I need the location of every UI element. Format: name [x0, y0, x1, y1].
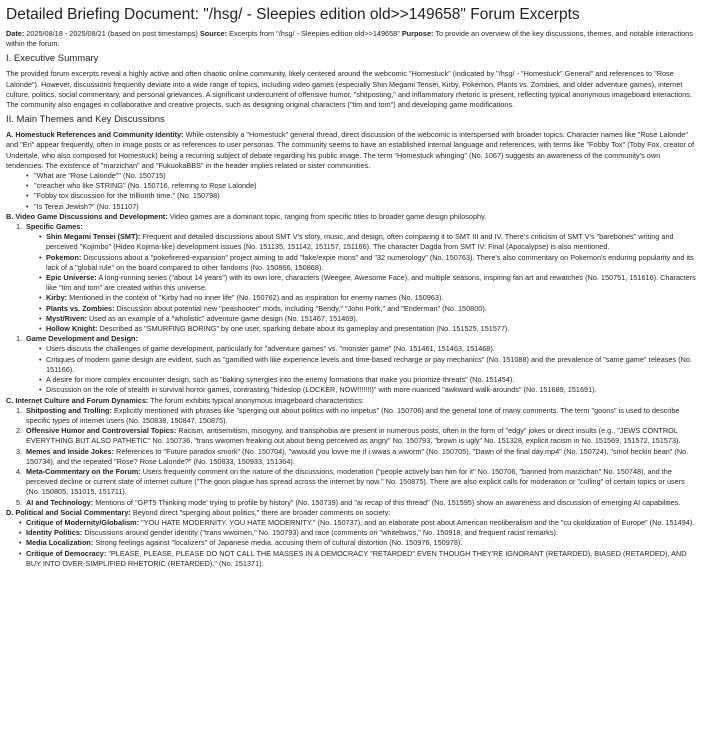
source-label: Source: [199, 29, 228, 38]
item-label: Shitposting and Trolling: [26, 405, 112, 415]
item-label: Identity Politics: [26, 528, 83, 538]
item-text: References to "Future paradox smork" (No. 150704), "wwould you lovve me if i wwas a wworm" (No. 150705), "Dawn of the final day.mp4" (No. 150724), "smol heckin bean" (No. 150734), and the repeated "Rose? Rose Lalonde?" (No. 150833, 150933, 151364). [26, 446, 689, 466]
theme-a [6, 130, 696, 171]
theme-d-text: Beyond direct "sperging about politics," there are broader comments on society: [130, 507, 391, 517]
theme-c-label: C. Internet Culture and Forum Dynamics: [6, 395, 149, 405]
theme-c-text: The forum exhibits typical anonymous imageboard characteristics: [148, 395, 364, 405]
item-label: Myst/Riven: [46, 313, 87, 323]
item-text: A long-running series ("about 14 years") with its own lore, characters (Weegee, Awesome Face), and multiple seasons, inspiring fan art and rewatches (No. 150751, 151616). Characters like "tim and tom" are created within this universe. [46, 273, 696, 293]
item-text: Described as "SMURFING BORING" by one user, sparking debate about its gameplay and presentation (No. 151525, 151577). [97, 324, 510, 334]
item-label: Media Localization: [26, 538, 94, 548]
item-text: Mentioned in the context of "Kirby had no inner life" (No. 150762) and as inspiration for enemy names (No. 150963). [67, 293, 444, 303]
game-design-list [6, 344, 696, 395]
item-label: Kirby: [46, 293, 68, 303]
list-number: 2. [16, 426, 23, 436]
item-text: "YOU HATE MODERNITY. YOU HATE MODERNITY." (No. 150737), and an elaborate post about American neoliberalism and the "cu ckoldization of Europe" (No. 151494). [139, 517, 695, 527]
item-label: Hollow Knight: [46, 324, 98, 334]
list-item [6, 222, 696, 334]
date-value: 2025/08/18 - 2025/08/21 (based on post timestamps) [24, 29, 200, 38]
list-number: 1. [16, 405, 23, 415]
list-number: 4. [16, 466, 23, 476]
list-item: • Discussion on the role of stealth in survival horror games, contrasting "hideslop (LOCKER, NOW!!!!!!!)" with more nuanced "awkward walk-arounds" (No. 151689, 151691). [6, 385, 696, 395]
list-item [6, 232, 696, 252]
theme-c-list [6, 406, 696, 508]
list-number: 3. [16, 446, 23, 456]
list-item [6, 304, 696, 314]
theme-a-text: While ostensibly a "Homestuck" general thread, direct discussion of the webcomic is interspersed with broader topics. Character names like "Rose Lalonde" and "Eri" appear frequently, often in image posts or as references to user personas. The community seems to have an established internal language and references, with terms like "Fobby Tox" (Toby Fox, creator of Undertale, who also composed for Homestuck) being a recurring subject of debate regarding his public image. The term "Homestuck whinging" (No. 1067) suggests an awareness of the community's own tendencies. The existence of "marzichan" and "FukuokaBBS" in the header implies related or sister communities. [6, 130, 695, 170]
item-text: Used as an example of a "wholistic" adventure game design (No. 151467, 151469). [86, 313, 358, 323]
theme-b-specific [6, 222, 696, 395]
executive-summary-heading: I. Executive Summary [6, 53, 99, 65]
list-item: • "creacher who like STRING" (No. 150716, referring to Rose Lalonde) [6, 181, 696, 191]
list-item: • Users discuss the challenges of game development, particularly for "adventure games" vs. "monster game" (No. 151461, 151463, 151468). [6, 344, 696, 354]
item-label: Epic Universe: [46, 273, 97, 283]
item-label: Meta-Commentary on the Forum: [26, 466, 141, 476]
item-text: Explicitly mentioned with phrases like "sperging out about politics with no impetus" (No. 150706) and the general tone of many comments. The term "goons" is used to describe specific types of internet users (No. 150838, 150847, 150875). [26, 405, 680, 425]
source-value: Excerpts from "/hsg/ - Sleepies edition old>>149658" [227, 29, 402, 38]
list-item [6, 538, 696, 548]
item-label: Shin Megami Tensei (SMT): [46, 232, 141, 242]
executive-summary-text: The provided forum excerpts reveal a highly active and often chaotic online community, likely centered around the webcomic "Homestuck" (indicated by "/hsg/ - "Homestuck" General" and references to "Rose Lalonde"). However, discussions frequently deviate into a wide range of topics, including video games (especially Shin Megami Tensei, Kirby, Pokemon, Plants vs. Zombies, and older adventure games), internet culture, politics, social commentary, and personal grievances. A significant undercurrent of offensive humor, "shitposting," and inflammatory rhetoric is present, reflecting typical anonymous imageboard interactions. The community also engages in collaborative and creative projects, such as designing original characters ("tim and tom") and developing game modifications. [6, 69, 692, 110]
list-item [6, 253, 696, 273]
document-meta [6, 29, 696, 49]
list-item [6, 324, 696, 334]
theme-a-label: A. Homestuck References and Community Identity: [6, 130, 184, 140]
theme-c [6, 396, 696, 406]
list-item [6, 293, 696, 303]
item-text: Discussions around gender identity ("trans wwomen," No. 150793) and race (comments on "whitebwos," No. 150918, and frequent racist remarks). [82, 528, 558, 538]
item-label: Memes and Inside Jokes: [26, 446, 115, 456]
list-number: 1. [16, 334, 23, 344]
item-text: Frequent and detailed discussions about SMT V's story, music, and design, often comparing it to SMT III and IV. There's criticism of SMT V's "barebones" writing and perceived "Kojimbo" (Hideo Kojima-like) development issues (No. 151135, 151142, 151157, 151166). The character Dagda from SMT IV: Final (Apocalypse) is also mentioned. [46, 232, 674, 252]
item-label: Plants vs. Zombies: [46, 303, 115, 313]
item-text: "PLEASE, PLEASE, PLEASE DO NOT CALL THE MASSES IN A DEMOCRACY "RETARDED" EVEN THOUGH THEY'RE IGNORANT (RETARDED), BIASED (RETARDED), AND BUY INTO OVER-SIMPLIFIED RHETORIC (RETARDED)." (No. 151371). [26, 548, 687, 568]
list-item: • A desire for more complex encounter design, such as "baking synergies into the enemy formations that make you prioritize threats" (No. 151454). [6, 375, 696, 385]
list-item: • Critiques of modern game design are evident, such as "gamified with like experience levels and time-based recharge or pay mechanics" (No. 151088) and the prevalence of "same game" releases (No. 151166). [6, 355, 696, 375]
theme-d-label: D. Political and Social Commentary: [6, 507, 131, 517]
item-text: Racism, antisemitism, misogyny, and transphobia are present in numerous posts, often in the form of "edgy" jokes or direct insults (e.g., "JEWS CONTROL EVERYTHING BUT ALSO PATHETIC" No. 150736, "trans wwomen freaking out about being perceived as angry" No. 150793, "brown is ugly" No. 151328, explicit racism in No. 151569, 151572, 151573). [26, 426, 681, 446]
list-item: • "Is Terezi Jewish?" (No. 151107) [6, 202, 696, 212]
list-item: • "What are "Rose Lalonde"" (No. 150715) [6, 171, 696, 181]
item-label: Critique of Democracy: [26, 548, 107, 558]
date-label: Date: [6, 29, 25, 38]
list-number: 5. [16, 497, 23, 507]
list-number: 1. [16, 222, 23, 232]
specific-games-list [6, 232, 696, 334]
theme-b-text: Video games are a dominant topic, ranging from specific titles to broader game design philosophy. [167, 211, 487, 221]
item-label: AI and Technology: [26, 497, 94, 507]
purpose-label: Purpose: [401, 29, 434, 38]
list-item [6, 447, 696, 467]
purpose-value: To provide an overview of the key discussions, themes, and notable interactions within the forum. [6, 29, 693, 49]
list-item [6, 549, 696, 569]
item-text: Mentions of "GPT5 Thinking mode' trying to profile by history" (No. 150739) and "ai recap of this thread" (No. 151595) show an awareness and discussion of emerging AI capabilities. [93, 497, 681, 507]
list-item [6, 467, 696, 498]
item-text: Strong feelings against "localizers" of Japanese media, accusing them of cultural distortion (No. 150976, 150978). [93, 538, 463, 548]
specific-games-label: Specific Games: [26, 222, 83, 232]
item-label: Pokemon: [46, 252, 82, 262]
list-item [6, 334, 696, 395]
item-label: Offensive Humor and Controversial Topics: [26, 426, 177, 436]
item-text: Discussions about a "pokefirered-expansion" project aiming to add "fake/expie mons" and "32 numerology" (No. 150763). There's also commentary on Pokemon's enduring popularity and its lack of a "global rule" on the board compared to other fandoms (No. 150866, 150868). [46, 252, 694, 272]
list-item [6, 314, 696, 324]
game-design-label: Game Development and Design: [26, 334, 138, 344]
theme-d-list [6, 518, 696, 569]
list-item [6, 518, 696, 528]
list-item [6, 426, 696, 446]
list-item [6, 498, 696, 508]
document-title: Detailed Briefing Document: "/hsg/ - Sleepies edition old>>149658" Forum Excerpts [6, 6, 580, 23]
main-themes-heading: II. Main Themes and Key Discussions [6, 114, 165, 126]
theme-b-label: B. Video Game Discussions and Development: [6, 211, 168, 221]
theme-d [6, 508, 696, 518]
theme-b [6, 212, 696, 222]
list-item: • "Fobby tox discussion for the trillionth time." (No. 150798) [6, 191, 696, 201]
item-label: Critique of Modernity/Globalism: [26, 517, 140, 527]
list-item [6, 528, 696, 538]
list-item [6, 406, 696, 426]
item-text: Discussion about potential new "peashooter" mods, including "Bendy," "John Pork," and "Enderman" (No. 150800). [114, 303, 487, 313]
item-text: Users frequently comment on the nature of the discussions, moderation ("people actively ban him for it" No. 150706, "banned from marzichan" No. 150748), and the perceived decline or current state of internet culture ("The goon plague has spread across the internet by now." No. 150875). There are also explicit calls for moderation or "culling" of certain topics or users (No. 150805, 151015, 151711). [26, 466, 685, 497]
theme-a-list [6, 171, 696, 212]
list-item [6, 273, 696, 293]
